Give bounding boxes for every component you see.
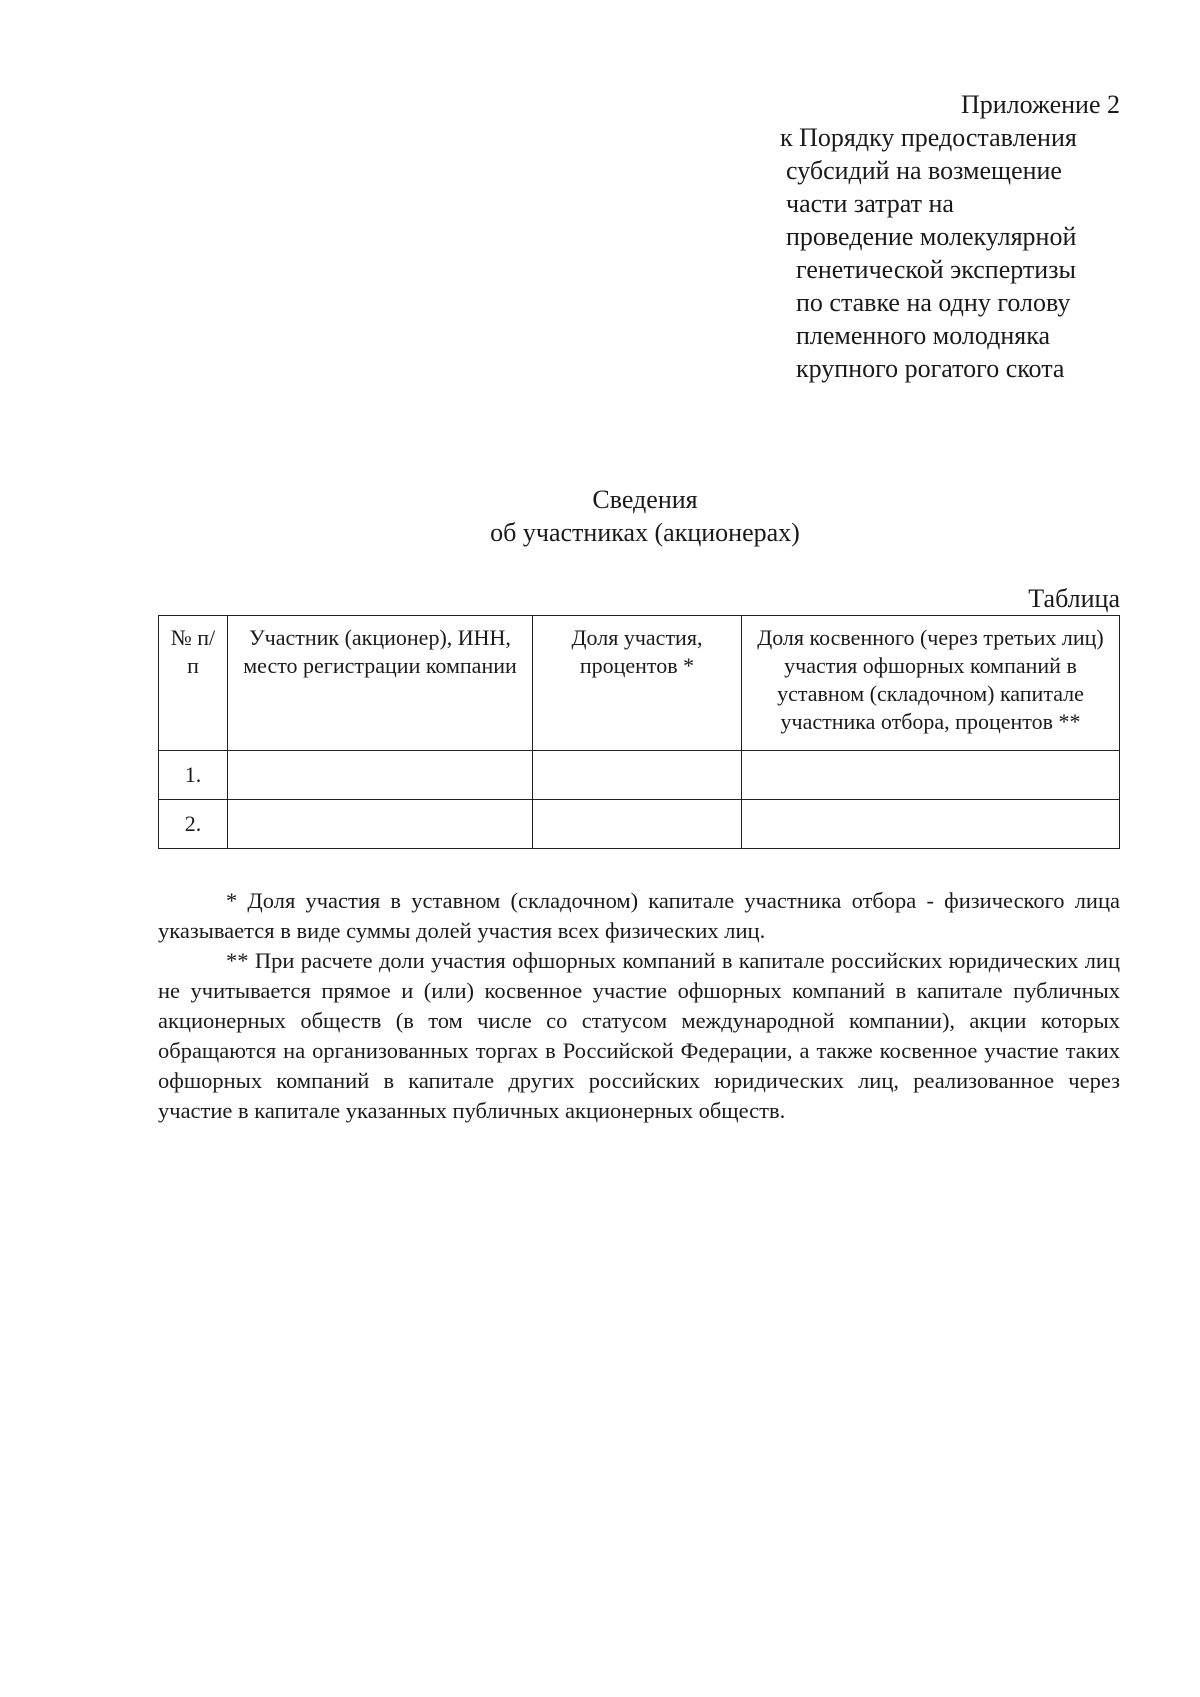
header-share: Доля участия, процентов * — [533, 616, 742, 751]
row-num: 1. — [159, 751, 228, 800]
appendix-line: племенного молодняка — [796, 321, 1050, 350]
footnotes — [158, 886, 1120, 1126]
appendix-line: по ставке на одну голову — [796, 288, 1071, 317]
appendix-block — [780, 88, 1120, 385]
table-row — [159, 800, 1120, 849]
title-line-2: об участниках (акционерах) — [490, 518, 800, 547]
appendix-line: крупного рогатого скота — [796, 354, 1065, 383]
table-label: Таблица — [1028, 584, 1120, 613]
row-indirect-cell — [742, 800, 1120, 849]
row-participant-cell — [228, 800, 533, 849]
table-header-row — [159, 616, 1120, 751]
document-title — [0, 483, 1200, 549]
row-share-cell — [533, 800, 742, 849]
table-row — [159, 751, 1120, 800]
row-indirect-cell — [742, 751, 1120, 800]
header-num: № п/п — [159, 616, 228, 751]
appendix-line: проведение молекулярной — [786, 222, 1077, 251]
title-line-1: Сведения — [592, 485, 698, 514]
appendix-line: Приложение 2 — [960, 90, 1120, 119]
row-num: 2. — [159, 800, 228, 849]
row-share-cell — [533, 751, 742, 800]
participants-table — [158, 615, 1120, 849]
row-participant-cell — [228, 751, 533, 800]
appendix-line: к Порядку предоставления — [780, 123, 1077, 152]
header-participant: Участник (акционер), ИНН, место регистрации компании — [228, 616, 533, 751]
appendix-line: субсидий на возмещение — [786, 156, 1062, 185]
footnote-1: * Доля участия в уставном (складочном) капитале участника отбора - физического лица указывается в виде суммы долей участия всех физических лиц. — [158, 888, 1120, 943]
appendix-line: генетической экспертизы — [796, 255, 1076, 284]
header-indirect: Доля косвенного (через третьих лиц) участия офшорных компаний в уставном (складочном) капитале участника отбора, процентов ** — [742, 616, 1120, 751]
footnote-2: ** При расчете доли участия офшорных компаний в капитале российских юридических лиц не учитывается прямое и (или) косвенное участие офшорных компаний в капитале публичных акционерных обществ (в том числе со статусом международной компании), акции которых обращаются на организованных торгах в Российской Федерации, а также косвенное участие таких офшорных компаний в капитале других российских юридических лиц, реализованное через участие в капитале указанных публичных акционерных обществ. — [158, 948, 1120, 1123]
appendix-line: части затрат на — [786, 189, 954, 218]
